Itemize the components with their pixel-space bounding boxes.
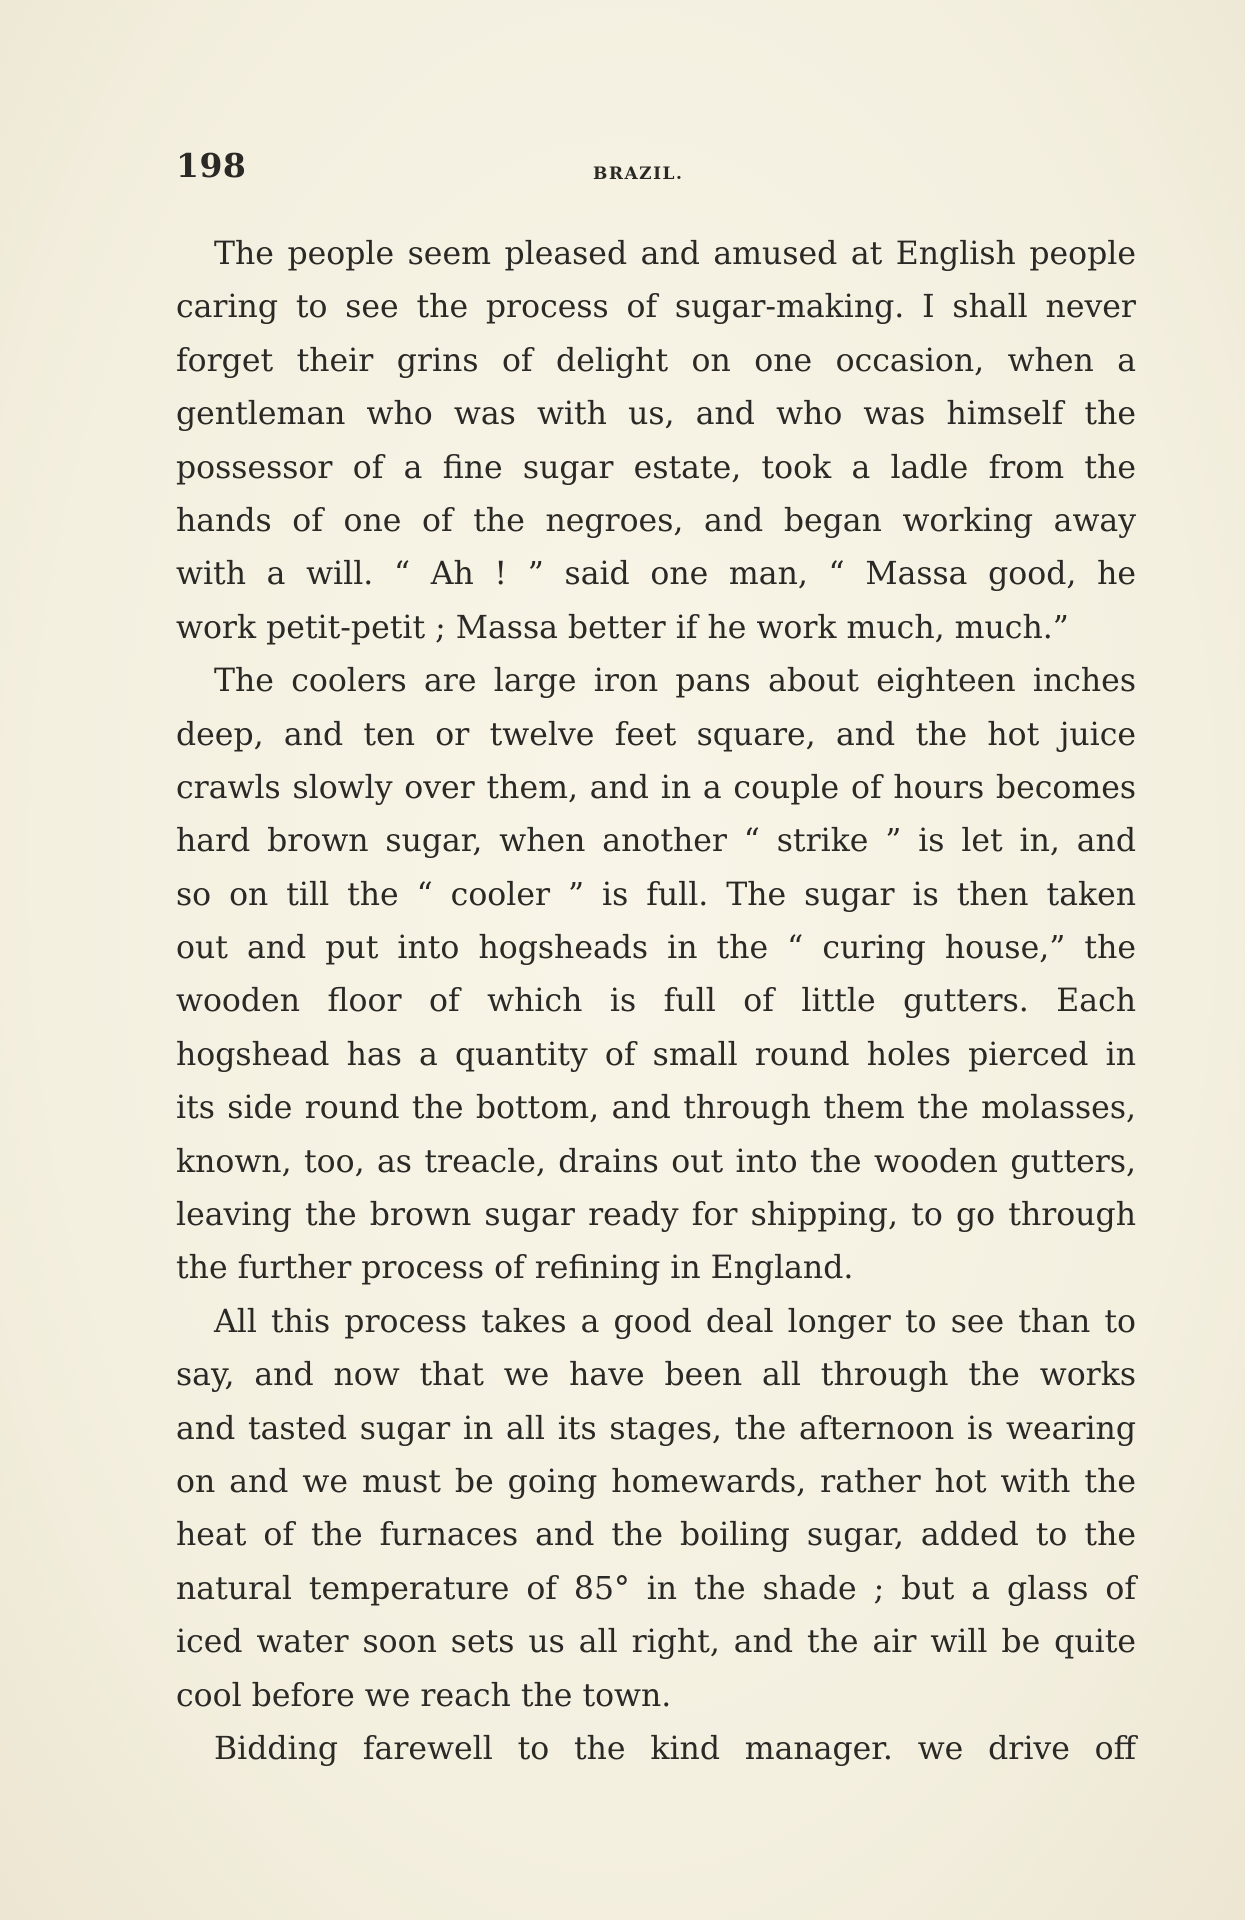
text-line: known, too, as treacle, drains out into the wooden gutters, <box>176 1143 1136 1180</box>
body-text <box>176 228 1136 1776</box>
text-line: gentleman who was with us, and who was himself the <box>176 396 1136 433</box>
text-line: its side round the bottom, and through them the molasses, <box>176 1090 1136 1127</box>
text-line: natural temperature of 85° in the shade ; but a glass of <box>176 1570 1136 1607</box>
text-line: iced water soon sets us all right, and the air will be quite <box>176 1624 1136 1661</box>
text-line: leaving the brown sugar ready for shipping, to go through <box>176 1197 1136 1234</box>
text-line: say, and now that we have been all through the works <box>176 1357 1136 1394</box>
text-line: The people seem pleased and amused at English people <box>214 236 1136 272</box>
text-line: hard brown sugar, when another “ strike ” is let in, and <box>176 823 1136 860</box>
text-line: on and we must be going homewards, rather hot with the <box>176 1463 1136 1500</box>
text-line: The coolers are large iron pans about eighteen inches <box>214 663 1136 700</box>
text-line: All this process takes a good deal longer to see than to <box>214 1303 1136 1340</box>
text-line: caring to see the process of sugar-making. I shall never <box>176 289 1136 326</box>
text-line: hogshead has a quantity of small round holes pierced in <box>176 1036 1136 1073</box>
text-line: crawls slowly over them, and in a couple of hours becomes <box>176 769 1136 806</box>
text-line: so on till the “ cooler ” is full. The sugar is then taken <box>176 876 1136 913</box>
text-line: hands of one of the negroes, and began working away <box>176 502 1136 539</box>
text-line: cool before we reach the town. <box>176 1677 672 1714</box>
text-line: out and put into hogsheads in the “ curing house,” the <box>176 930 1136 967</box>
text-line: forget their grins of delight on one occasion, when a <box>176 342 1136 379</box>
text-line: possessor of a fine sugar estate, took a ladle from the <box>176 449 1136 486</box>
text-line: and tasted sugar in all its stages, the afternoon is wearing <box>176 1410 1136 1447</box>
page-number: 198 <box>176 146 247 185</box>
running-head <box>176 146 1136 194</box>
text-line: work petit-petit ; Massa better if he work much, much.” <box>176 609 1069 646</box>
text-line: deep, and ten or twelve feet square, and the hot juice <box>176 716 1136 753</box>
running-title: BRAZIL. <box>593 164 684 184</box>
text-line: heat of the furnaces and the boiling sugar, added to the <box>176 1517 1136 1554</box>
text-line: Bidding farewell to the kind manager. we drive off <box>214 1730 1136 1767</box>
text-line: the further process of refining in England. <box>176 1250 854 1287</box>
text-line: with a will. “ Ah ! ” said one man, “ Massa good, he <box>176 556 1136 593</box>
text-line: wooden floor of which is full of little gutters. Each <box>176 983 1136 1020</box>
